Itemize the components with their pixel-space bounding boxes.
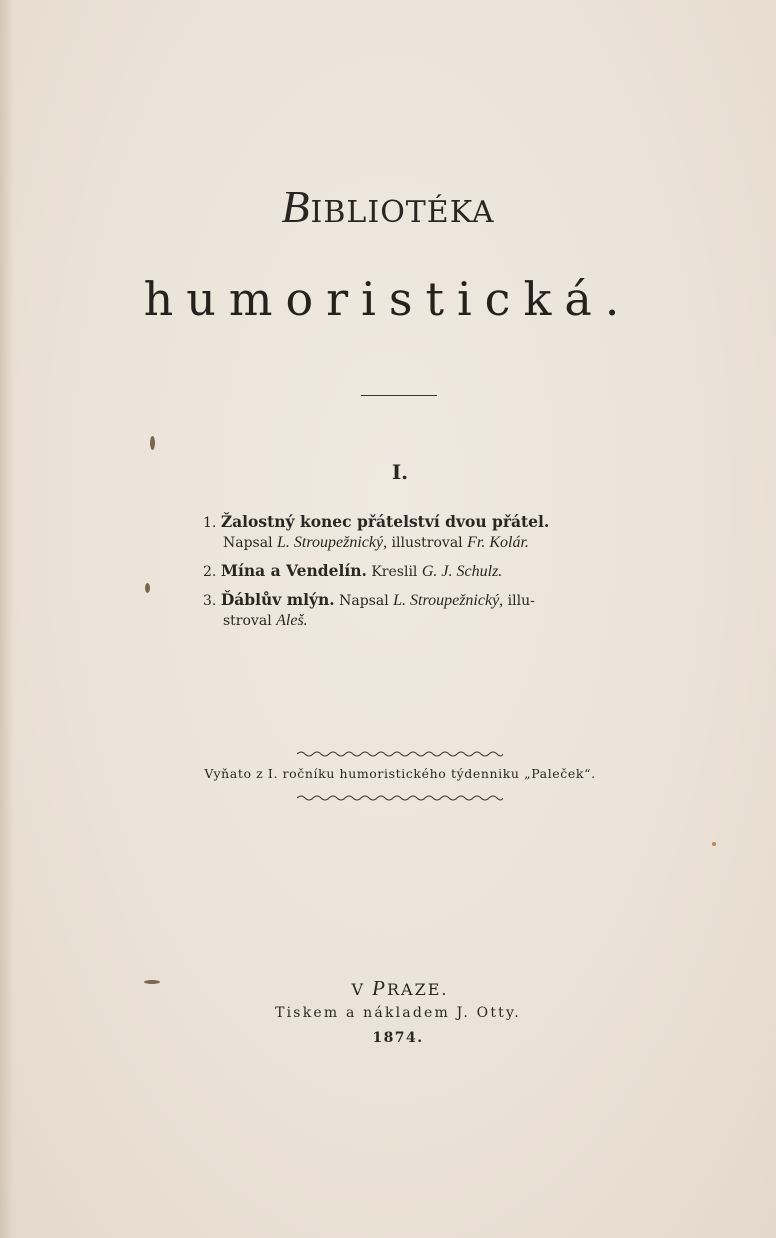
series-title-line2: humoristická. [143, 272, 633, 326]
imprint-city-prefix: V [351, 980, 373, 999]
item-illustrator: Aleš. [276, 612, 308, 629]
imprint-printer: Tiskem a nákladem J. Otty. [275, 1005, 521, 1021]
item-title: Ďáblův mlýn. [220, 590, 335, 609]
item-author: L. Stroupežnický, [277, 534, 388, 551]
contents-list [203, 512, 603, 639]
ink-spot [712, 842, 716, 846]
item-credit-label: illu- [503, 593, 535, 609]
item-author: G. J. Schulz. [421, 563, 503, 580]
item-number: 3. [203, 593, 217, 609]
item-credit-label: illustroval [387, 535, 468, 551]
imprint-year: 1874. [372, 1030, 424, 1046]
imprint-city-initial: P [372, 976, 387, 1000]
ink-spot [145, 583, 150, 593]
item-number: 1. [203, 515, 217, 531]
item-title: Mína a Vendelín. [220, 561, 367, 580]
imprint-city [0, 976, 776, 1001]
item-credit-label: Napsal [223, 535, 278, 551]
item-author: L. Stroupežnický, [393, 592, 504, 609]
ink-spot [144, 980, 160, 984]
item-number: 2. [203, 564, 217, 580]
wavy-ornament-top [297, 750, 503, 758]
contents-item-1 [203, 512, 603, 553]
series-title-line1 [0, 180, 776, 233]
series-title-rest: IBLIOTÉKA [310, 195, 495, 230]
imprint-city-rest: RAZE. [386, 980, 449, 999]
item-illustrator: Fr. Kolár. [467, 534, 529, 551]
excerpt-note: Vyňato z I. ročníku humoristického týdenniku „Paleček“. [204, 766, 596, 781]
series-title-initial: B [281, 181, 311, 232]
item-title: Žalostný konec přátelství dvou přátel. [220, 512, 550, 531]
wavy-ornament-bottom [297, 794, 503, 802]
contents-item-2 [203, 561, 603, 582]
item-credit-label: Kreslil [366, 564, 422, 580]
volume-number: I. [391, 460, 409, 484]
item-credit-label: Napsal [334, 593, 394, 609]
divider-rule [361, 395, 437, 396]
item-credit-label: stroval [223, 613, 277, 629]
ink-spot [150, 436, 155, 450]
contents-item-3 [203, 590, 603, 631]
